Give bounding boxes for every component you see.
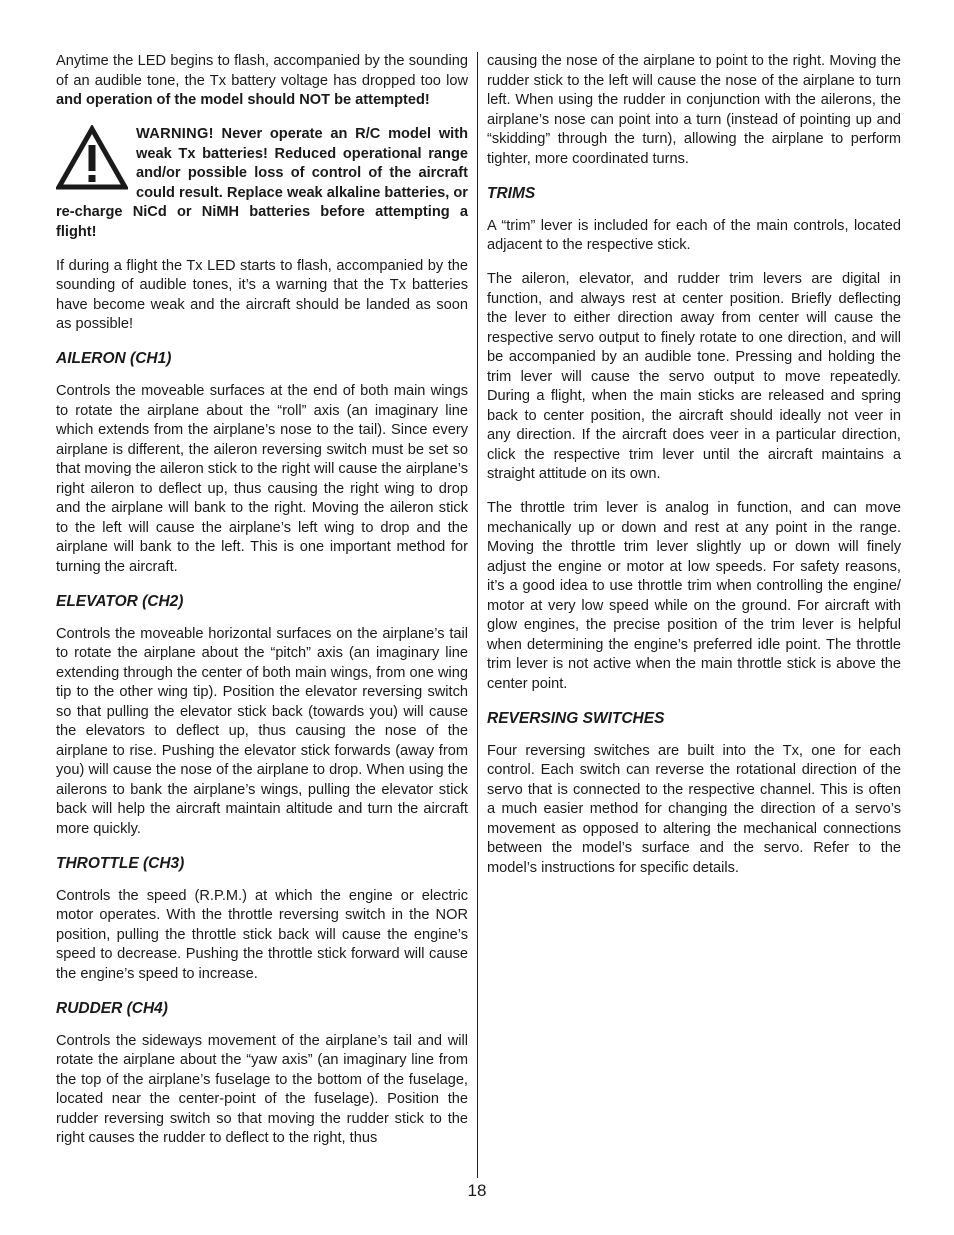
battery-intro-paragraph [56,52,468,111]
rudder-heading: RUDDER (CH4) [56,999,168,1017]
left-column [56,52,468,1163]
trims-heading: TRIMS [487,184,536,202]
warning-block [56,125,468,242]
aileron-paragraph: Controls the moveable surfaces at the end of both main wings to rotate the airplane about the “roll” axis (an imaginary line which extends from the airplane’s nose to the tail). Since every airplane is different, the aileron reversing switch must be set so that moving the aileron stick to the right will cause the airplane’s right aileron to deflect up, thus causing the right wing to drop and the airplane will bank to the right. Moving the aileron stick to the left will cause the airplane’s left wing to drop and the airplane will bank to the left. This is one important method for turning the aircraft. [56,383,468,575]
column-divider [477,52,478,1178]
trims-intro-paragraph: A “trim” lever is included for each of the main controls, located adjacent to the respective stick. [487,217,901,253]
rudder-paragraph: Controls the sideways movement of the airplane’s tail and will rotate the airplane about the “yaw axis” (an imaginary line from the top of the airplane’s fuselage to the bottom of the fuselage, located near the center-point of the fuselage). Position the rudder reversing switch so that moving the rudder stick to the right causes the rudder to deflect to the right, thus [56,1032,468,1146]
throttle-paragraph: Controls the speed (R.P.M.) at which the engine or electric motor operates. With the throttle reversing switch in the NOR position, pulling the throttle stick back will cause the engine’s speed to decrease. Pushing the throttle stick forward will cause the engine’s speed to increase. [56,887,468,982]
right-column [487,52,901,893]
warning-label: WARNING! [136,126,214,142]
warning-triangle-icon [56,125,128,191]
trims-digital-paragraph: The aileron, elevator, and rudder trim levers are digital in function, and always rest at center position. Briefly deflecting the lever to either direction away from center will cause the respective servo output to finely rotate to one direction, and will be accompanied by an audible tone. Pressing and holding the trim lever will cause the servo output to move repeatedly. During a flight, when the main sticks are released and spring back to center position, the aircraft should ideally not veer in any direction. If the aircraft does veer in a particular direction, click the respective trim lever until the aircraft maintains a straight attitude on its own. [487,271,901,482]
reversing-switches-heading: REVERSING SWITCHES [487,709,665,727]
reversing-switches-paragraph: Four reversing switches are built into the Tx, one for each control. Each switch can reverse the rotational direction of the servo that is connected to the respective channel. This is often a much easier method for changing the direction of a servo’s movement as opposed to altering the mechanical connections between the model’s surface and the servo. Refer to the model’s instructions for specific details. [487,742,901,876]
aileron-heading: AILERON (CH1) [56,350,172,367]
rudder-continued-paragraph: causing the nose of the airplane to point to the right. Moving the rudder stick to the left will cause the nose of the airplane to turn left. When using the rudder in conjunction with the ailerons, the airplane’s nose can point into a turn (instead of pointing up and “skidding” through the turn), allowing the airplane to perform tighter, more coordinated turns. [487,53,901,167]
page-number: 18 [467,1181,487,1200]
battery-intro-text: Anytime the LED begins to flash, accompanied by the sounding of an audible tone, the Tx battery voltage has dropped too low [56,53,468,89]
battery-intro-bold: and operation of the model should NOT be attempted! [56,92,430,108]
elevator-heading: ELEVATOR (CH2) [56,592,184,610]
led-warning-paragraph: If during a flight the Tx LED starts to flash, accompanied by the sounding of audible tones, it’s a warning that the Tx batteries have become weak and the aircraft should be landed as soon as possible! [56,257,468,332]
warning-text: Never operate an R/C model with weak Tx batteries! Reduced operational range and/or possible loss of control of the aircraft could result. Replace weak alkaline batteries, or re-charge NiCd or NiMH batteries before attempting a flight! [56,126,468,240]
trims-throttle-paragraph: The throttle trim lever is analog in function, and can move mechanically up or down and rest at any point in the range. Moving the throttle trim lever slightly up or down will finely adjust the engine or motor at low speeds. For safety reasons, it’s a good idea to use throttle trim when controlling the engine/ motor at very low speed while on the ground. For aircraft with glow engines, the precise position of the trim lever is helpful when determining the engine’s preferred idle point. The throttle trim lever is not active when the main throttle stick is above the center point. [487,500,901,692]
elevator-paragraph: Controls the moveable horizontal surfaces on the airplane’s tail to rotate the airplane about the “pitch” axis (an imaginary line extending through the center of both main wings, from one wing tip to the other wing tip). Position the elevator reversing switch so that pulling the elevator stick back (towards you) will cause the elevators to deflect up, thus causing the nose of the airplane to rise. Pushing the elevator stick forwards (away from you) will cause the nose of the airplane to drop. When using the ailerons to bank the airplane’s wings, pulling the elevator stick back will help the aircraft maintain altitude and turn the aircraft more quickly. [56,625,468,837]
throttle-heading: THROTTLE (CH3) [56,854,185,872]
